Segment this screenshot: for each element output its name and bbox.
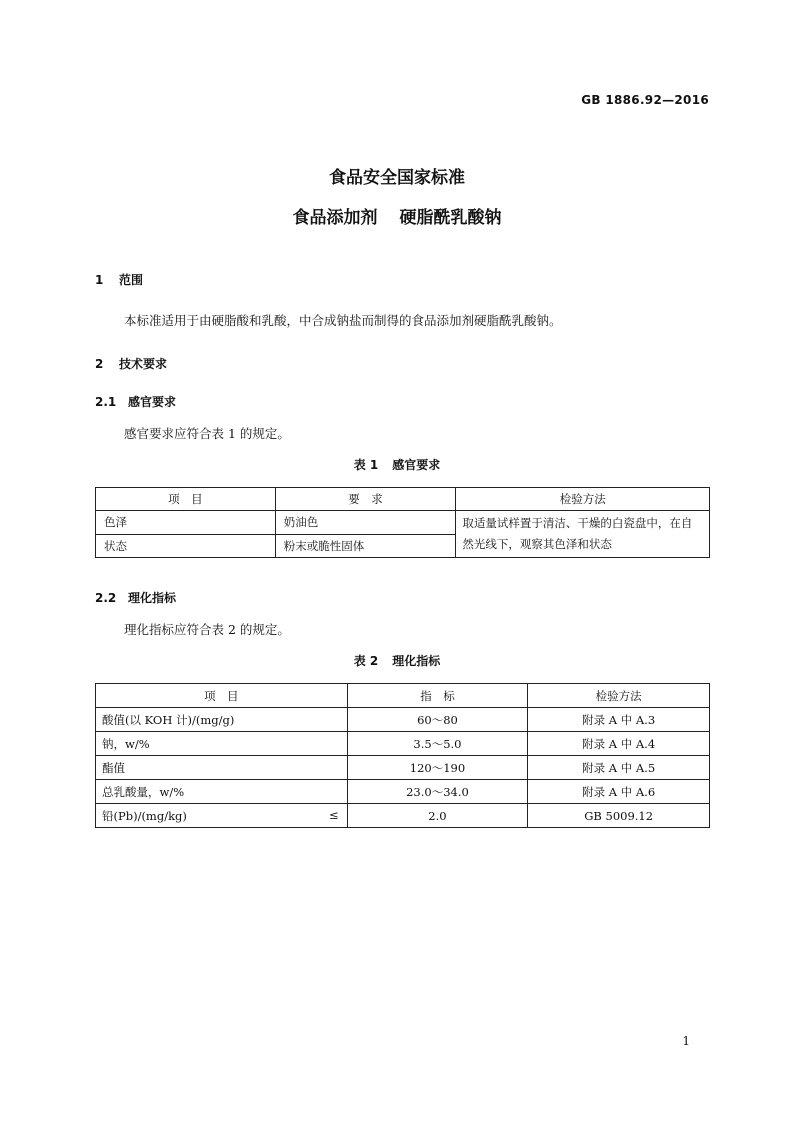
method-cell: 附录 A 中 A.4 xyxy=(528,732,710,756)
item-label: 钠，w/% xyxy=(102,736,150,751)
header-cell: 检验方法 xyxy=(456,488,710,511)
caption-title: 感官要求 xyxy=(392,458,441,472)
section-2-2-heading xyxy=(95,589,176,606)
table-row xyxy=(96,756,710,780)
method-cell: 附录 A 中 A.3 xyxy=(528,708,710,732)
section-number: 2.1 xyxy=(95,395,117,409)
table-row xyxy=(96,708,710,732)
value-cell: 3.5～5.0 xyxy=(347,732,528,756)
standard-code: GB 1886.92—2016 xyxy=(581,93,709,107)
section-2-1-body: 感官要求应符合表 1 的规定。 xyxy=(124,426,290,441)
table-2-physicochemical xyxy=(95,683,710,828)
item-cell xyxy=(96,732,348,756)
item-label: 铅(Pb)/(mg/kg) xyxy=(102,808,187,823)
comparison-symbol: ≤ xyxy=(328,807,339,822)
table-header-row xyxy=(96,684,710,708)
section-title: 范围 xyxy=(119,273,144,287)
subtitle-part-1: 食品添加剂 xyxy=(292,208,378,228)
requirement-cell: 奶油色 xyxy=(275,511,456,535)
document-title: 食品安全国家标准 xyxy=(329,168,465,188)
value-cell: 2.0 xyxy=(347,804,528,828)
header-cell: 要 求 xyxy=(275,488,456,511)
section-2-2-body: 理化指标应符合表 2 的规定。 xyxy=(124,622,290,637)
table-row xyxy=(96,804,710,828)
item-cell: 色泽 xyxy=(96,511,276,535)
item-cell xyxy=(96,804,348,828)
item-cell: 状态 xyxy=(96,534,276,558)
section-1-body: 本标准适用于由硬脂酸和乳酸，中合成钠盐而制得的食品添加剂硬脂酰乳酸钠。 xyxy=(124,313,562,328)
item-label: 总乳酸量，w/% xyxy=(102,784,185,799)
value-cell: 23.0～34.0 xyxy=(347,780,528,804)
table-header-row xyxy=(96,488,710,511)
section-number: 1 xyxy=(95,273,104,287)
header-cell: 项 目 xyxy=(96,684,348,708)
item-cell xyxy=(96,756,348,780)
section-number: 2.2 xyxy=(95,591,117,605)
caption-number: 表 1 xyxy=(353,458,379,472)
item-label: 酸值(以 KOH 计)/(mg/g) xyxy=(102,712,235,727)
item-label: 酯值 xyxy=(102,760,125,775)
table-1-sensory xyxy=(95,487,710,558)
item-cell xyxy=(96,780,348,804)
section-title: 技术要求 xyxy=(119,357,168,371)
table-row xyxy=(96,511,710,535)
method-cell: 附录 A 中 A.5 xyxy=(528,756,710,780)
value-cell: 120～190 xyxy=(347,756,528,780)
caption-number: 表 2 xyxy=(353,654,379,668)
method-cell: 附录 A 中 A.6 xyxy=(528,780,710,804)
section-1-heading xyxy=(95,271,143,288)
header-cell: 检验方法 xyxy=(528,684,710,708)
subtitle-part-2: 硬脂酰乳酸钠 xyxy=(399,208,502,228)
section-2-heading xyxy=(95,355,167,372)
header-cell: 指 标 xyxy=(347,684,528,708)
table-row xyxy=(96,732,710,756)
table-1-caption xyxy=(0,456,794,473)
value-cell: 60～80 xyxy=(347,708,528,732)
table-2-caption xyxy=(0,652,794,669)
document-subtitle xyxy=(0,203,794,228)
caption-title: 理化指标 xyxy=(392,654,441,668)
method-cell: GB 5009.12 xyxy=(528,804,710,828)
item-cell xyxy=(96,708,348,732)
table-row xyxy=(96,780,710,804)
section-title: 理化指标 xyxy=(128,591,177,605)
requirement-cell: 粉末或脆性固体 xyxy=(275,534,456,558)
section-2-1-heading xyxy=(95,393,176,410)
method-cell: 取适量试样置于清洁、干燥的白瓷盘中，在自然光线下，观察其色泽和状态 xyxy=(456,511,710,558)
page-number: 1 xyxy=(682,1034,690,1048)
header-cell: 项 目 xyxy=(96,488,276,511)
section-title: 感官要求 xyxy=(128,395,177,409)
section-number: 2 xyxy=(95,357,104,371)
